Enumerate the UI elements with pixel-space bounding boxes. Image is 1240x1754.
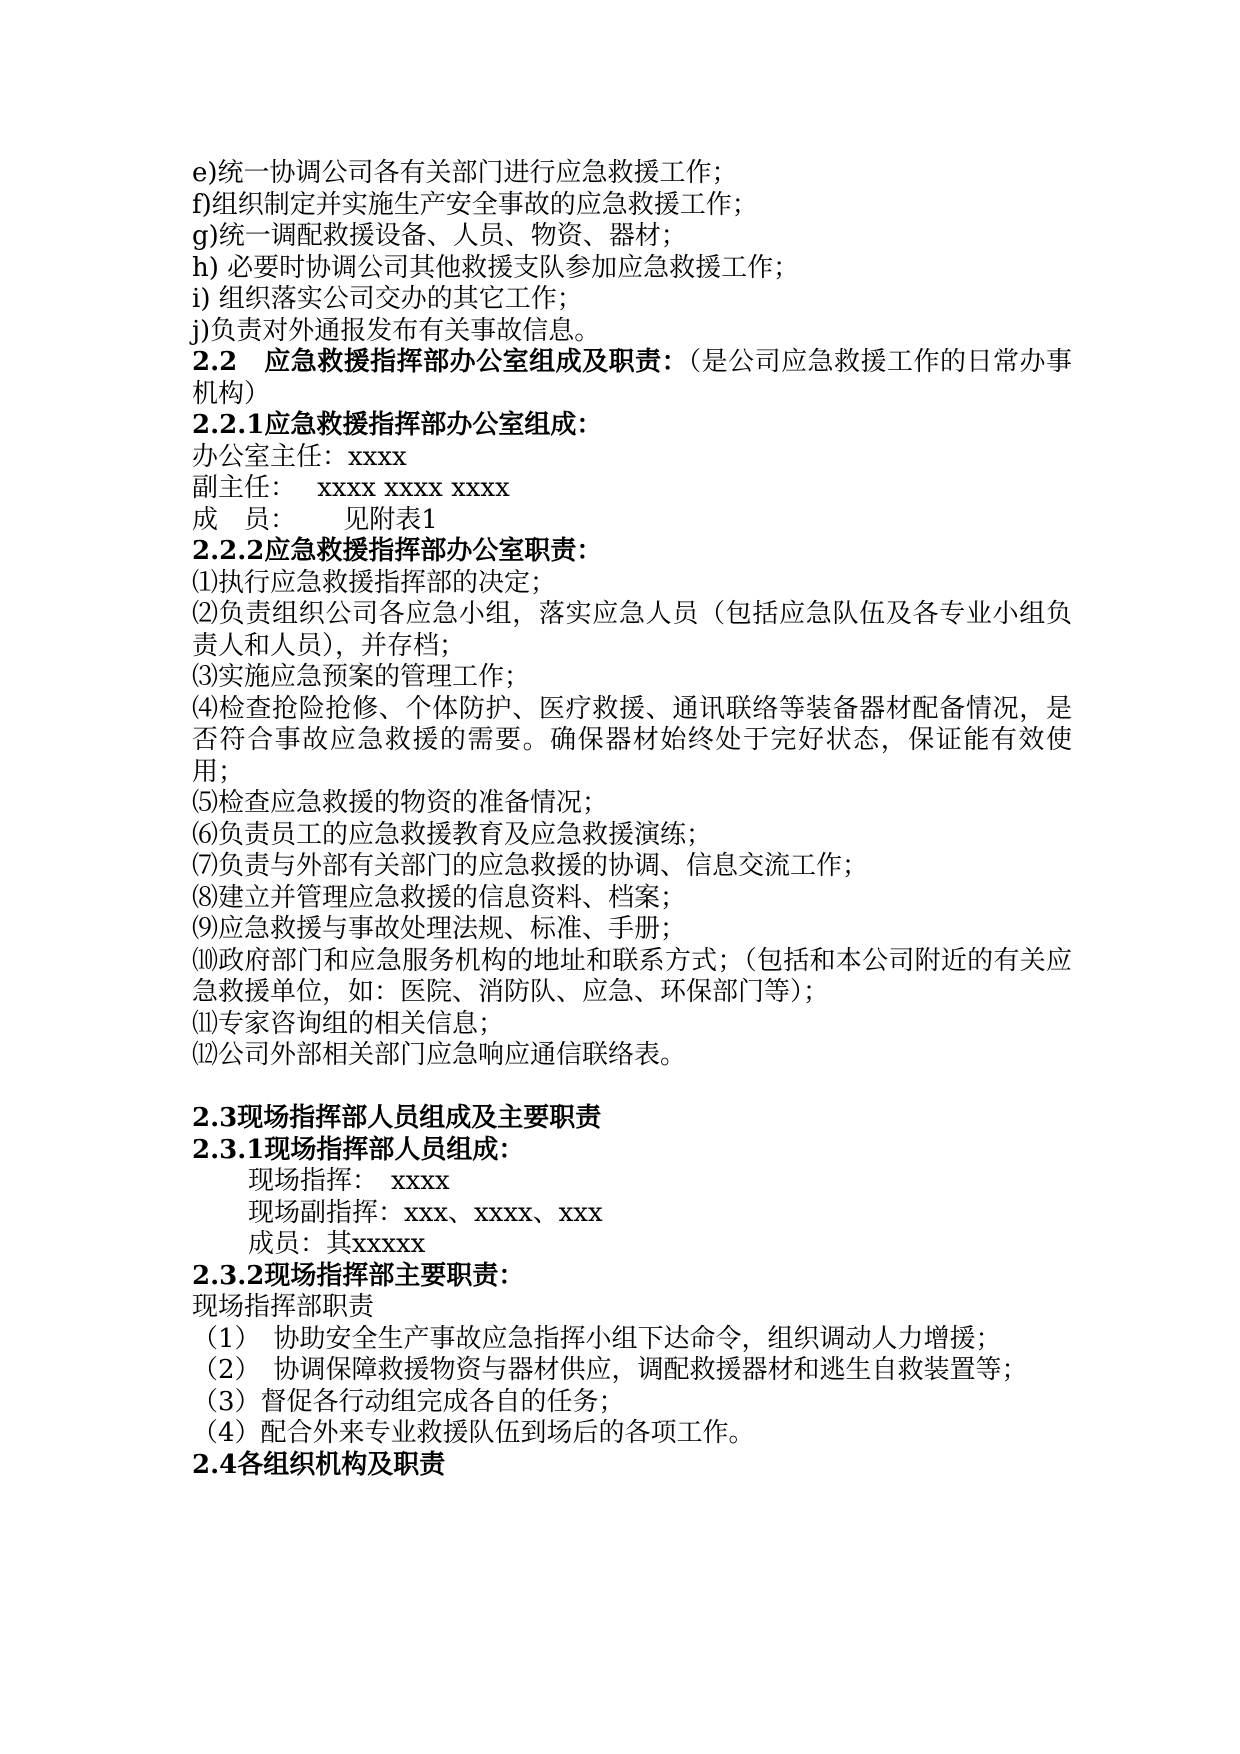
duty-item: ⑴执行应急救援指挥部的决定； xyxy=(192,567,557,598)
field-duty-item: （2） 协调保障救援物资与器材供应，调配救援器材和逃生自救装置等； xyxy=(192,1355,1028,1385)
section-heading-2-3-1: 2.3.1现场指挥部人员组成： xyxy=(192,1134,525,1165)
section-heading-2-2-2: 2.2.2应急救援指挥部办公室职责： xyxy=(192,536,603,566)
document-page xyxy=(192,158,1072,1481)
section-heading-2-2-1: 2.2.1应急救援指挥部办公室组成： xyxy=(192,410,603,440)
duty-item: ⑻建立并管理应急救援的信息资料、档案； xyxy=(192,882,687,913)
duty-item: ⑸检查应急救援的物资的准备情况； xyxy=(192,788,609,818)
field-members: 成员：其xxxxx xyxy=(248,1229,426,1259)
field-commander: 现场指挥： xxxx xyxy=(248,1166,450,1196)
section-heading-2-2-title: 2.2 应急救援指挥部办公室组成及职责： xyxy=(192,347,689,377)
field-duty-item: （3）督促各行动组完成各自的任务； xyxy=(192,1386,625,1417)
field-duty-item: （4）配合外来专业救援队伍到场后的各项工作。 xyxy=(192,1418,755,1448)
office-members: 成 员： 见附表1 xyxy=(192,504,438,535)
duty-item: ⑷检查抢险抢修、个体防护、医疗救援、通讯联络等装备器材配备情况，是否符合事故应急救援的需要。确保器材始终处于完好状态，保证能有效使用； xyxy=(192,693,1072,787)
list-item: h) 必要时协调公司其他救援支队参加应急救援工作； xyxy=(192,252,800,283)
section-heading-2-3-2: 2.3.2现场指挥部主要职责： xyxy=(192,1260,525,1291)
field-duty-item: （1） 协助安全生产事故应急指挥小组下达命令，组织调动人力增援； xyxy=(192,1323,1002,1354)
list-item: f)组织制定并实施生产安全事故的应急救援工作； xyxy=(192,189,758,220)
duty-item: ⑽政府部门和应急服务机构的地址和联系方式；（包括和本公司附近的有关应急救援单位，如：医院、消防队、应急、环保部门等）； xyxy=(192,945,1072,1007)
list-item: i) 组织落实公司交办的其它工作； xyxy=(192,284,583,314)
duty-item: ⑶实施应急预案的管理工作； xyxy=(192,662,531,692)
list-item: g)统一调配救援设备、人员、物资、器材； xyxy=(192,221,687,251)
section-heading-2-4: 2.4各组织机构及职责 xyxy=(192,1449,446,1480)
duty-item: ⑿公司外部相关部门应急响应通信联络表。 xyxy=(192,1040,687,1070)
list-item: e)统一协调公司各有关部门进行应急救援工作； xyxy=(192,158,738,188)
field-deputy-commander: 现场副指挥：xxx、xxxx、xxx xyxy=(248,1197,603,1228)
section-heading-2-3: 2.3现场指挥部人员组成及主要职责 xyxy=(192,1103,602,1133)
duty-item: ⑺负责与外部有关部门的应急救援的协调、信息交流工作； xyxy=(192,851,869,881)
office-director: 办公室主任：xxxx xyxy=(192,441,407,472)
duty-item: ⑾专家咨询组的相关信息； xyxy=(192,1008,505,1039)
paragraph-gap xyxy=(192,1072,1072,1104)
field-duties-intro: 现场指挥部职责 xyxy=(192,1292,375,1322)
duty-item: ⑹负责员工的应急救援教育及应急救援演练； xyxy=(192,819,713,850)
duty-item: ⑵负责组织公司各应急小组，落实应急人员（包括应急队伍及各专业小组负责人和人员），并存档； xyxy=(192,599,1072,661)
office-deputy: 副主任： xxxx xxxx xxxx xyxy=(192,473,510,503)
list-item: j)负责对外通报发布有关事故信息。 xyxy=(192,315,601,346)
section-heading-2-2-note: （是公司应急救援工作的日常办事机构） xyxy=(192,347,1072,409)
duty-item: ⑼应急救援与事故处理法规、标准、手册； xyxy=(192,914,687,944)
section-heading-2-2 xyxy=(192,347,1072,410)
